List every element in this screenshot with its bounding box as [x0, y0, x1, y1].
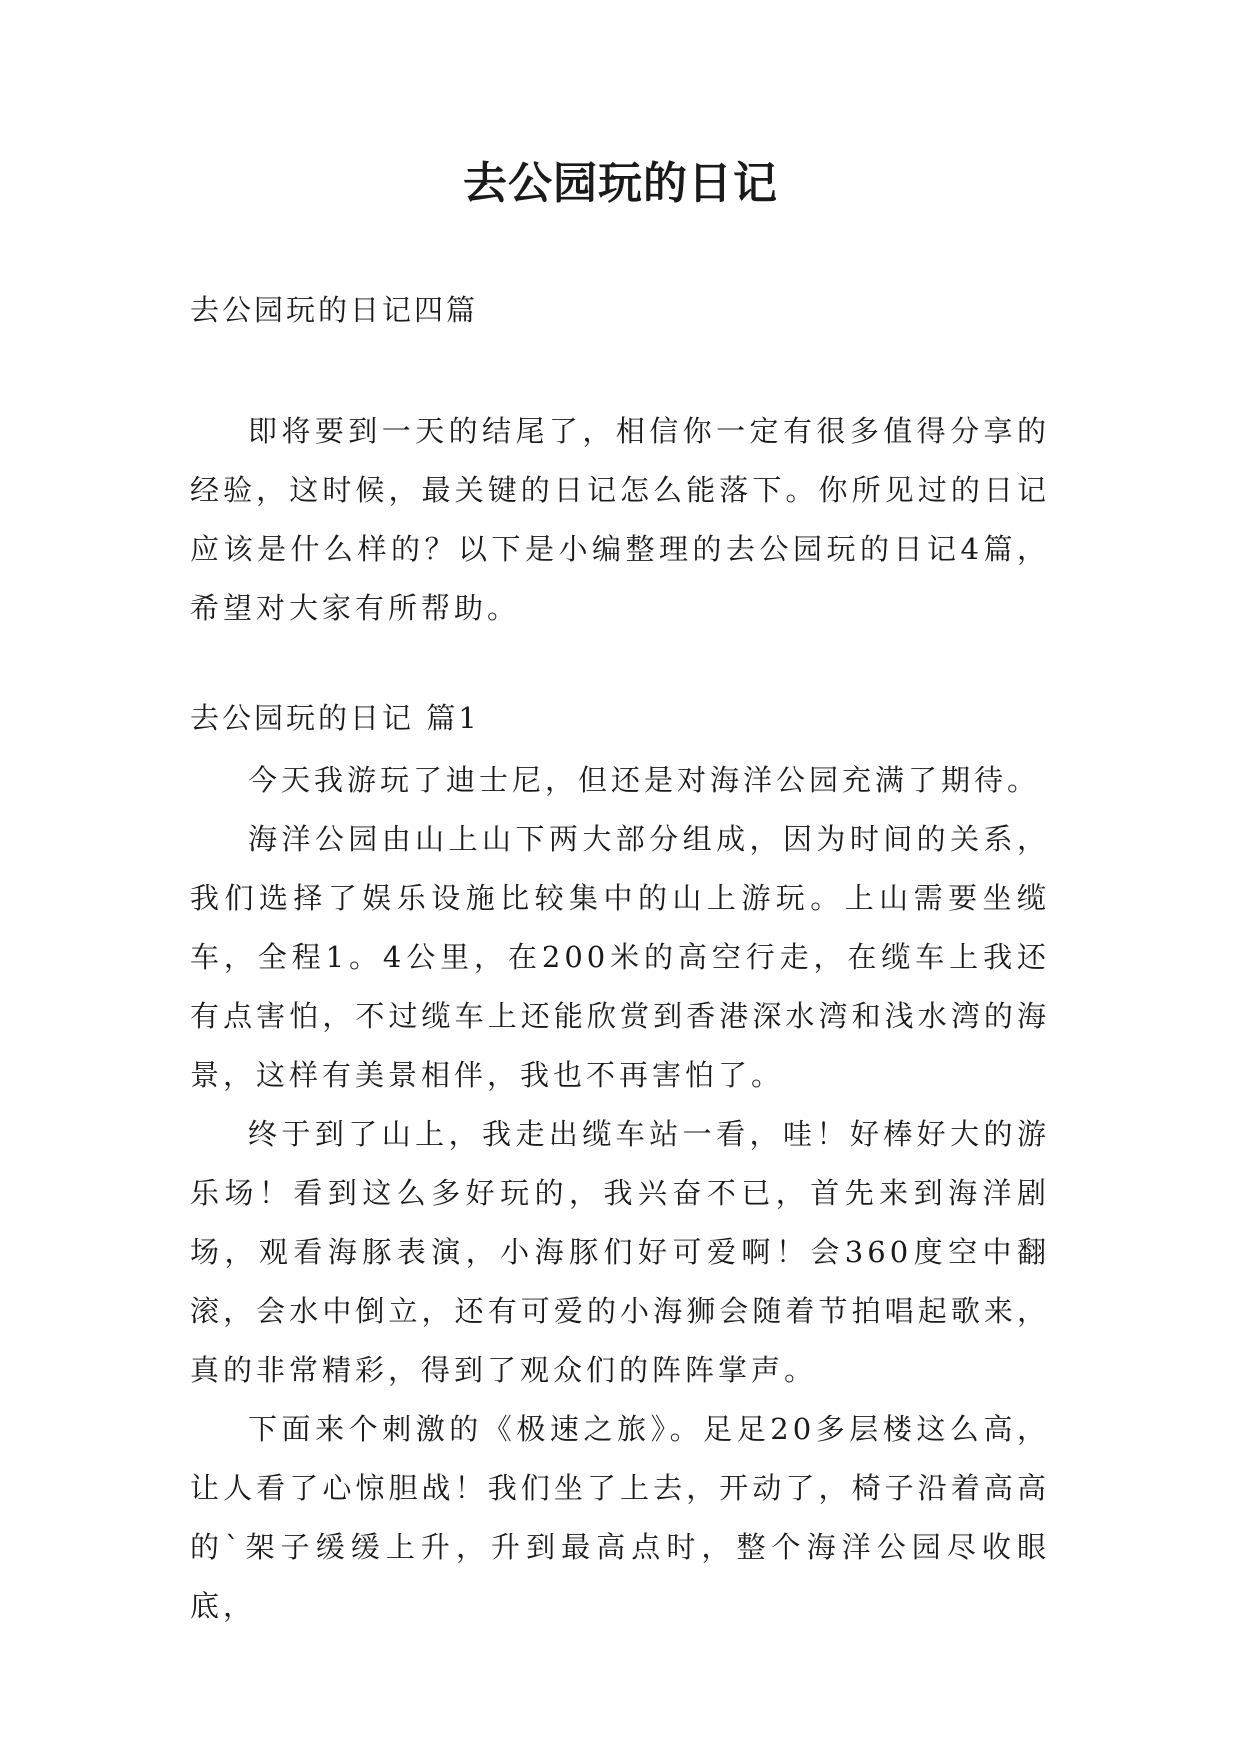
paragraph: 下面来个刺激的《极速之旅》。足足20多层楼这么高，让人看了心惊胆战！我们坐了上去，开动了，椅子沿着高高的`架子缓缓上升，升到最高点时，整个海洋公园尽收眼底，: [190, 1412, 1050, 1623]
section-heading: 去公园玩的日记 篇1: [190, 701, 480, 735]
paragraph: 海洋公园由山上山下两大部分组成，因为时间的关系，我们选择了娱乐设施比较集中的山上游玩。上山需要坐缆车，全程1。4公里，在200米的高空行走，在缆车上我还有点害怕，不过缆车上还能欣赏到香港深水湾和浅水湾的海景，这样有美景相伴，我也不再害怕了。: [190, 822, 1050, 1092]
intro-block: [190, 402, 1050, 638]
document-title: 去公园玩的日记: [463, 158, 778, 209]
document-subtitle: 去公园玩的日记四篇: [190, 293, 479, 327]
paragraph: 终于到了山上，我走出缆车站一看，哇！好棒好大的游乐场！看到这么多好玩的，我兴奋不已，首先来到海洋剧场，观看海豚表演，小海豚们好可爱啊！会360度空中翻滚，会水中倒立，还有可爱的小海狮会随着节拍唱起歌来，真的非常精彩，得到了观众们的阵阵掌声。: [190, 1117, 1050, 1387]
section-body: [190, 751, 1050, 1636]
intro-paragraph: 即将要到一天的结尾了，相信你一定有很多值得分享的经验，这时候，最关键的日记怎么能落下。你所见过的日记应该是什么样的？以下是小编整理的去公园玩的日记4篇，希望对大家有所帮助。: [190, 414, 1050, 625]
paragraph: 今天我游玩了迪士尼，但还是对海洋公园充满了期待。: [248, 763, 1041, 797]
